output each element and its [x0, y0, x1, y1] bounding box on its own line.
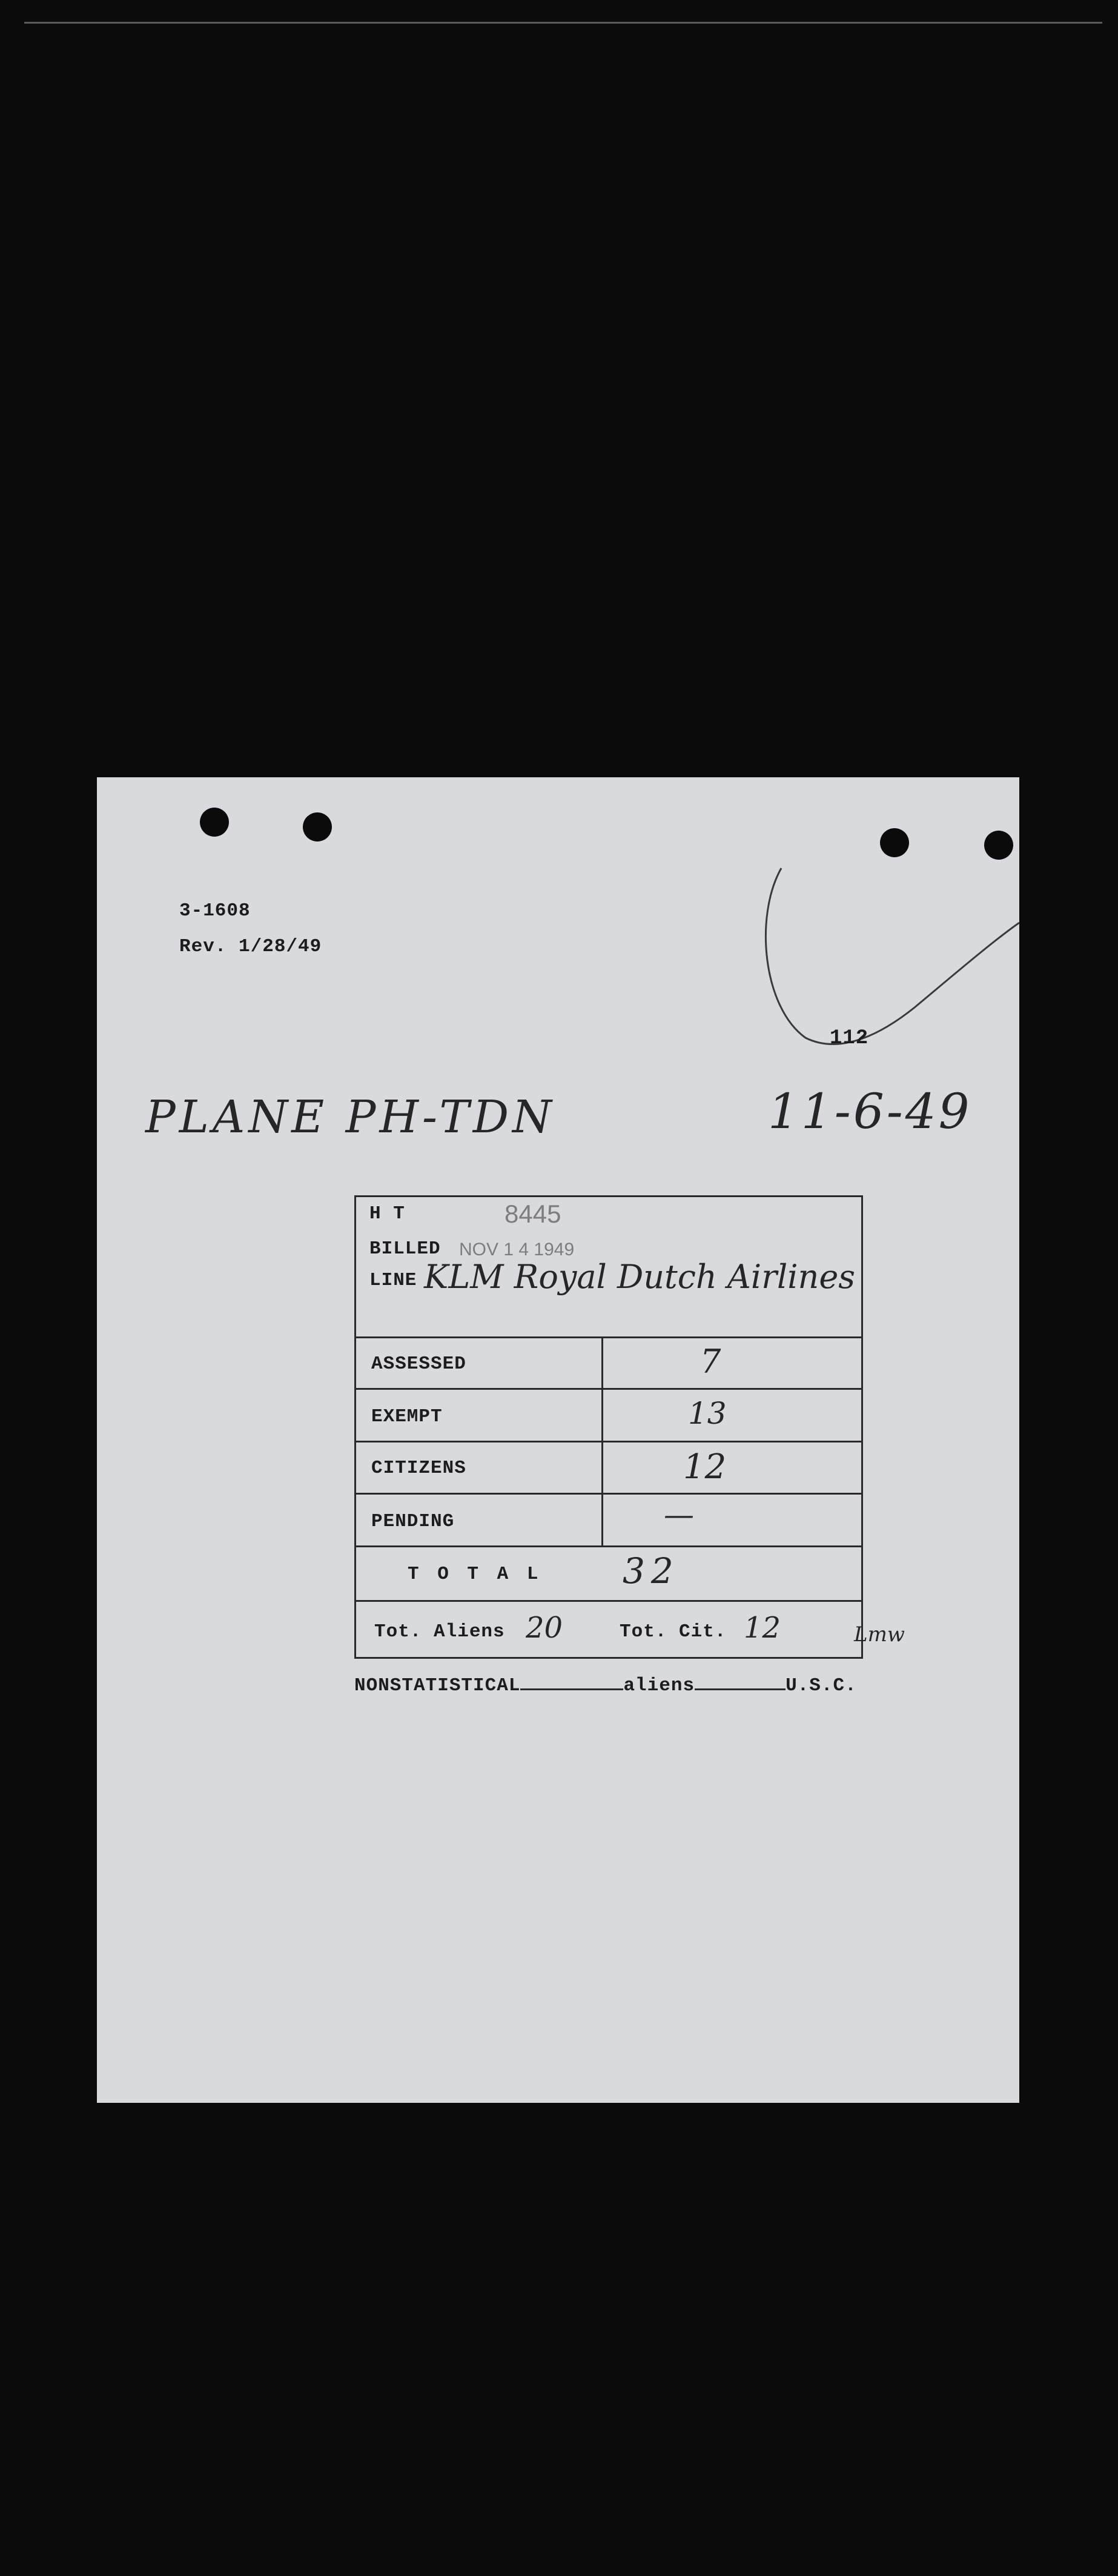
airline-name: KLM Royal Dutch Airlines [424, 1258, 855, 1296]
line-label: LINE [369, 1270, 417, 1291]
divider [356, 1336, 861, 1338]
count-label-assessed: ASSESSED [371, 1353, 466, 1375]
count-label-pending: PENDING [371, 1511, 455, 1532]
arrival-date: 11-6-49 [768, 1083, 972, 1140]
divider [356, 1388, 861, 1390]
count-value-assessed: 7 [700, 1343, 721, 1381]
usc-label: U.S.C. [786, 1675, 857, 1696]
blank-field [520, 1673, 623, 1690]
total-citizens-label: Tot. Cit. [620, 1621, 727, 1642]
ht-label: H T [369, 1203, 405, 1224]
count-value-exempt: 13 [688, 1396, 727, 1431]
count-value-citizens: 12 [683, 1447, 727, 1487]
ht-stamp-number: 8445 [504, 1200, 561, 1228]
nonstatistical-line [354, 1673, 857, 1696]
billed-label: BILLED [369, 1238, 441, 1260]
total-value: 32 [623, 1550, 680, 1592]
blank-field [695, 1673, 786, 1690]
divider [356, 1600, 861, 1602]
total-citizens-value: 12 [744, 1611, 781, 1645]
page-number: 112 [830, 1027, 869, 1050]
count-label-exempt: EXEMPT [371, 1406, 443, 1427]
aliens-label: aliens [623, 1675, 695, 1696]
total-label: T O T A L [408, 1564, 542, 1585]
divider [356, 1545, 861, 1547]
column-divider [601, 1336, 603, 1545]
inspector-initials: Lmw [854, 1622, 905, 1647]
count-value-pending: — [664, 1497, 694, 1532]
nonstatistical-label: NONSTATISTICAL [354, 1675, 521, 1696]
total-aliens-value: 20 [526, 1611, 563, 1645]
document-page [97, 777, 1019, 2103]
top-border-line [24, 22, 1102, 24]
divider [356, 1493, 861, 1495]
count-label-citizens: CITIZENS [371, 1458, 466, 1479]
billed-date-stamp: NOV 1 4 1949 [459, 1240, 575, 1260]
form-number: 3-1608 [179, 900, 251, 921]
divider [356, 1441, 861, 1442]
check-mark-curve [97, 777, 1019, 1080]
inspection-form-box [354, 1195, 863, 1659]
form-revision: Rev. 1/28/49 [179, 936, 322, 957]
plane-id: PLANE PH-TDN [145, 1091, 555, 1143]
total-aliens-label: Tot. Aliens [374, 1621, 505, 1642]
